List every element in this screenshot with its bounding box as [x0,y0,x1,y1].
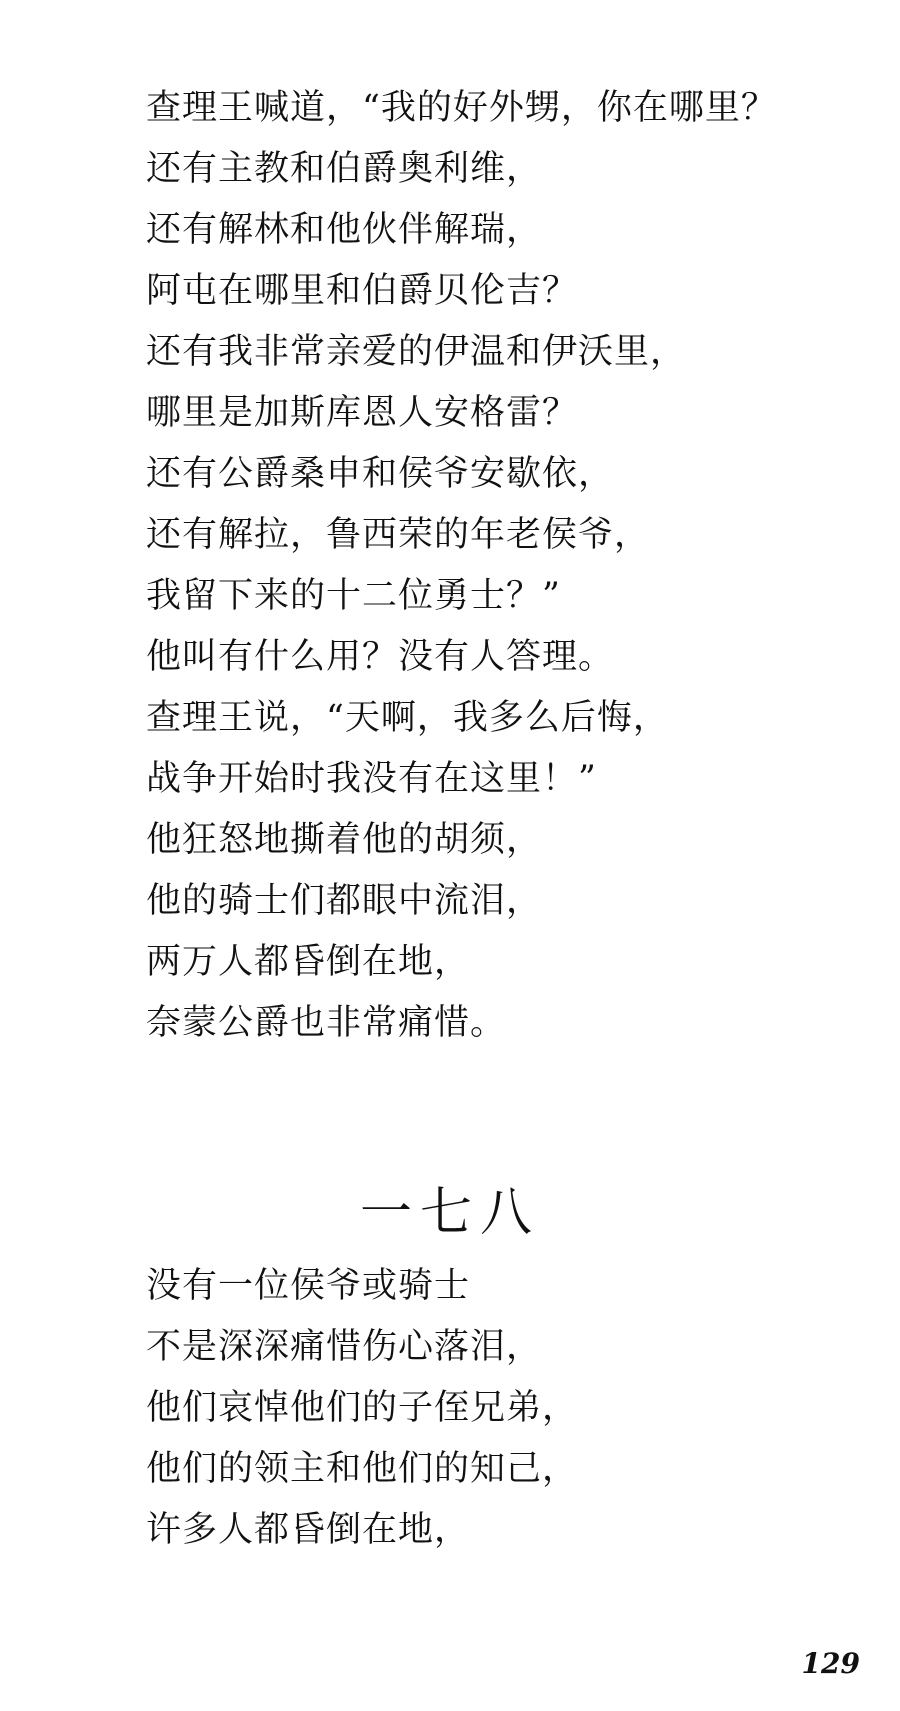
poem-line: 他叫有什么用？没有人答理。 [146,637,615,677]
poem-line: 不是深深痛惜伤心落泪， [146,1327,543,1367]
poem-line: 还有我非常亲爱的伊温和伊沃里， [146,332,687,372]
poem-line: 没有一位侯爷或骑士 [146,1266,471,1306]
stanza-2 [146,1256,578,1561]
poem-line: 还有主教和伯爵奥利维， [146,149,543,189]
poem-line: 查理王喊道，“我的好外甥，你在哪里？ [146,88,777,128]
page-number: 129 [801,1647,860,1680]
poem-line: 哪里是加斯库恩人安格雷？ [146,393,579,433]
poem-line: 还有公爵桑申和侯爷安歇依， [146,454,615,494]
poem-line: 阿屯在哪里和伯爵贝伦吉？ [146,271,579,311]
poem-line: 还有解拉，鲁西荣的年老侯爷， [146,515,651,555]
poem-line: 还有解林和他伙伴解瑞， [146,210,543,250]
poem-line: 我留下来的十二位勇士？” [146,576,561,616]
section-number-heading: 一七八 [359,1183,540,1243]
poem-line: 他的骑士们都眼中流泪， [146,881,543,921]
poem-line: 查理王说，“天啊，我多么后悔， [146,698,669,738]
stanza-1 [146,78,777,1054]
poem-line: 他们的领主和他们的知己， [146,1449,579,1489]
poem-line: 战争开始时我没有在这里！” [146,759,597,799]
poem-line: 奈蒙公爵也非常痛惜。 [146,1003,507,1043]
poem-line: 许多人都昏倒在地， [146,1510,471,1550]
poem-line: 两万人都昏倒在地， [146,942,471,982]
poem-line: 他狂怒地撕着他的胡须， [146,820,543,860]
poem-line: 他们哀悼他们的子侄兄弟， [146,1388,579,1428]
